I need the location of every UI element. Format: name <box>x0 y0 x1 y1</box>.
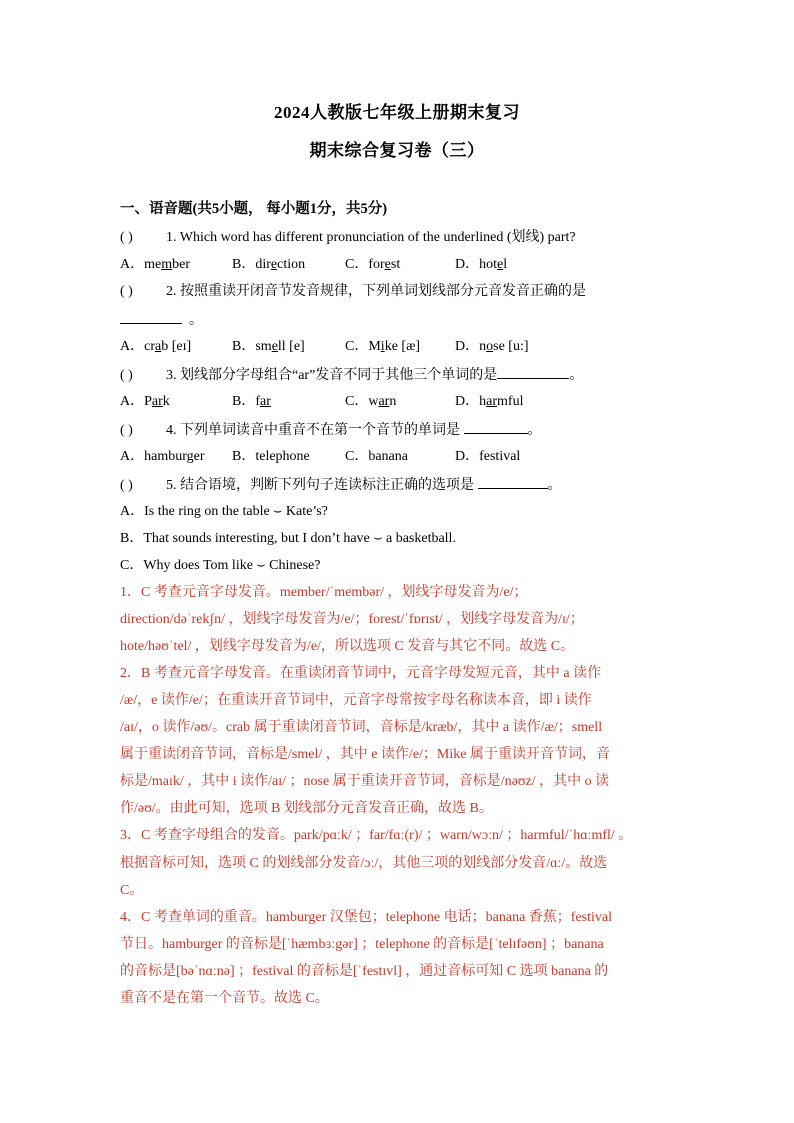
q5-option-b: B．That sounds interesting, but I don’t have ⌣ a basketball. <box>120 531 456 546</box>
answer-line: C。 <box>120 883 144 898</box>
q2-option-d: D．nose [u:] <box>455 339 529 354</box>
answer-line: /æ/，e 读作/e/；在重读开音节词中，元音字母常按字母名称读本音，即 i 读作 <box>120 693 592 708</box>
page-subtitle: 期末综合复习卷（三） <box>309 141 485 160</box>
q4-option-c: C．banana <box>345 449 408 464</box>
answer-paren: ( ) <box>120 423 133 438</box>
answer-line: 的音标是[bəˈnɑːnə] ；festival 的音标是[ˈfestɪvl] ，通过音标可知 C 选项 banana 的 <box>120 964 609 979</box>
answer-paren: ( ) <box>120 230 133 245</box>
answer-line: 节日。hamburger 的音标是[ˈhæmbɜːgər] ；telephone 的音标是[ˈtelɪfəʊn] ；banana <box>120 937 604 952</box>
question-5: ( ) 5. 结合语境，判断下列句子连读标注正确的选项是 。 <box>120 474 562 496</box>
q4-option-a: A．hamburger <box>120 449 205 464</box>
q1-option-c: C．forest <box>345 257 401 272</box>
q3-option-c: C．warn <box>345 394 397 409</box>
question-3-stem: 3. 划线部分字母组合“ar”发音不同于其他三个单词的是 <box>166 368 498 383</box>
answer-line: hote/həʊˈtel/ ，划线字母发音为/e/，所以选项 C 发音与其它不同。故选 C。 <box>120 639 575 654</box>
question-3: ( ) 3. 划线部分字母组合“ar”发音不同于其他三个单词的是 。 <box>120 364 583 386</box>
answer-paren: ( ) <box>120 284 133 299</box>
q3-option-a: A．Park <box>120 394 170 409</box>
page-title: 2024人教版七年级上册期末复习 <box>274 103 520 122</box>
answer-paren: ( ) <box>120 478 133 493</box>
question-5-stem: 5. 结合语境，判断下列句子连读标注正确的选项是 <box>166 478 474 493</box>
answer-line: 作/əʊ/。由此可知，选项 B 划线部分元音发音正确，故选 B。 <box>120 801 493 816</box>
q1-option-b: B．direction <box>232 257 306 272</box>
q3-option-d: D．harmful <box>455 394 524 409</box>
answer-line: 2．B 考查元音字母发音。在重读闭音节词中，元音字母发短元音，其中 a 读作 <box>120 666 602 681</box>
q4-option-d: D．festival <box>455 449 521 464</box>
answer-line: 根据音标可知，选项 C 的划线部分发音/ɔː/，其他三项的划线部分发音/ɑː/。故选 <box>120 856 608 871</box>
q1-option-d: D．hotel <box>455 257 508 272</box>
question-4: ( ) 4. 下列单词读音中重音不在第一个音节的单词是 。 <box>120 419 542 441</box>
answer-line: 1．C 考查元音字母发音。member/ˈmembər/ ，划线字母发音为/e/； <box>120 585 528 600</box>
answer-line: direction/dəˈrekʃn/ ，划线字母发音为/e/；forest/ˈfɒrɪst/ ，划线字母发音为/ɪ/； <box>120 612 584 627</box>
question-1 <box>120 228 576 248</box>
answer-blank <box>464 419 528 434</box>
q5-option-c: C．Why does Tom like ⌣ Chinese? <box>120 558 321 573</box>
answer-paren: ( ) <box>120 368 133 383</box>
q4-option-b: B．telephone <box>232 449 310 464</box>
q5-option-a: A．Is the ring on the table ⌣ Kate’s? <box>120 504 328 519</box>
answer-blank <box>120 309 182 324</box>
q2-option-a: A．crab [eɪ] <box>120 339 192 354</box>
question-4-stem: 4. 下列单词读音中重音不在第一个音节的单词是 <box>166 423 460 438</box>
answer-line: 3．C 考查字母组合的发音。park/pɑːk/ ；far/fɑː(r)/ ；warn/wɔːn/ ；harmful/ˈhɑːmfl/ 。 <box>120 828 633 843</box>
q3-option-b: B．far <box>232 394 271 409</box>
answer-line: 属于重读闭音节词，音标是/smel/ ，其中 e 读作/e/；Mike 属于重读开音节词，音 <box>120 747 610 762</box>
answer-line: 4．C 考查单词的重音。hamburger 汉堡包；telephone 电话；banana 香蕉；festival <box>120 910 612 925</box>
question-2-stem: 2. 按照重读开闭音节发音规律，下列单词划线部分元音发音正确的是 <box>166 284 586 299</box>
answer-line: /aɪ/，o 读作/əʊ/。crab 属于重读闭音节词，音标是/kræb/，其中 a 读作/æ/；smell <box>120 720 603 735</box>
answer-line: 重音不是在第一个音节。故选 C。 <box>120 991 329 1006</box>
question-2 <box>120 282 586 302</box>
section-heading: 一、语音题(共5小题， 每小题1分，共5分) <box>120 201 388 217</box>
question-1-stem: 1. Which word has different pronunciation of the underlined (划线) part? <box>166 230 576 245</box>
q2-option-b: B．smell [e] <box>232 339 305 354</box>
q1-option-a: A．member <box>120 257 190 272</box>
q2-option-c: C．Mike [æ] <box>345 339 421 354</box>
answer-blank <box>497 364 569 379</box>
question-2-blank-line: 。 <box>120 309 203 331</box>
answer-line: 标是/maɪk/ ，其中 i 读作/aɪ/ ；nose 属于重读开音节词，音标是/nəʊz/ ，其中 o 读 <box>120 774 610 789</box>
answer-blank <box>478 474 548 489</box>
